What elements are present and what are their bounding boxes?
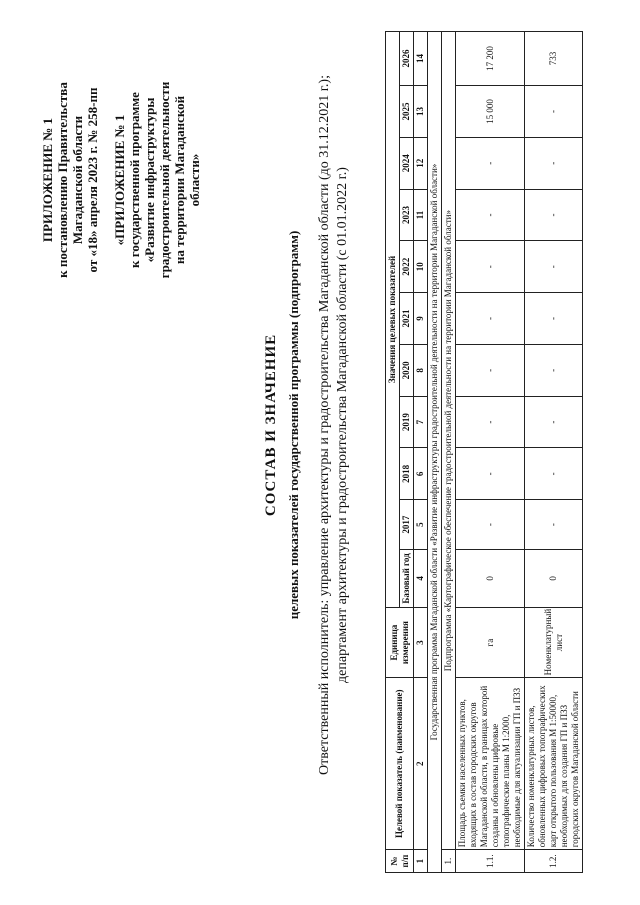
header-values-group: Значения целевых показателей xyxy=(386,32,400,608)
document-subtitle: целевых показателей государственной программы (подпрограмм) xyxy=(286,230,301,620)
header-year: 2021 xyxy=(400,293,414,345)
column-number: 7 xyxy=(414,396,428,448)
value-cell: - xyxy=(456,344,525,396)
value-cell: - xyxy=(456,241,525,293)
value-cell: - xyxy=(456,396,525,448)
appendix-text: к постановлению Правительства xyxy=(55,82,70,278)
header-year: 2022 xyxy=(400,241,414,293)
value-cell: - xyxy=(525,241,583,293)
column-number: 8 xyxy=(414,344,428,396)
column-number: 11 xyxy=(414,189,428,241)
column-number: 13 xyxy=(414,86,428,138)
indicator-name: Количество номенклатурных листов, обновленных цифровых топографических карт открытого пользования М 1:50000, необходимых для создания ГП и ПЗЗ городских округов Магаданской области xyxy=(525,678,583,850)
value-cell: - xyxy=(456,448,525,500)
value-cell: - xyxy=(525,396,583,448)
column-number: 3 xyxy=(414,607,428,677)
appendix-text: Магаданской области xyxy=(70,115,85,245)
header-year: 2025 xyxy=(400,86,414,138)
column-number: 14 xyxy=(414,32,428,86)
column-number-row xyxy=(414,32,428,873)
base-year-value: 0 xyxy=(525,549,583,607)
value-cell: - xyxy=(525,344,583,396)
value-cell: - xyxy=(456,293,525,345)
header-year: 2017 xyxy=(400,500,414,550)
indicators-table xyxy=(385,31,583,873)
header-num: № п/п xyxy=(386,850,414,873)
column-number: 10 xyxy=(414,241,428,293)
spacer xyxy=(100,55,112,305)
column-number: 4 xyxy=(414,549,428,607)
subprogram-row xyxy=(442,32,456,873)
appendix-heading: ПРИЛОЖЕНИЕ № 1 xyxy=(40,117,55,243)
appendix-heading: «ПРИЛОЖЕНИЕ № 1 xyxy=(112,114,127,246)
program-row xyxy=(428,32,442,873)
row-number: 1.2. xyxy=(525,850,583,873)
table-header-row xyxy=(386,32,400,873)
appendix-block xyxy=(40,55,202,305)
header-year: 2019 xyxy=(400,396,414,448)
column-number: 12 xyxy=(414,137,428,189)
appendix-text: к государственной программе xyxy=(127,92,142,268)
column-number: 9 xyxy=(414,293,428,345)
header-year: 2026 xyxy=(400,32,414,86)
value-cell: - xyxy=(456,189,525,241)
program-title: Государственная программа Магаданской области «Развитие инфраструктуры градостроительной деятельности на территории Магаданской области» xyxy=(428,32,442,873)
row-number: 1.1. xyxy=(456,850,525,873)
header-unit: Единица измерения xyxy=(386,607,414,677)
value-cell: - xyxy=(456,500,525,550)
value-cell: - xyxy=(525,189,583,241)
value-cell: - xyxy=(525,448,583,500)
header-year: 2020 xyxy=(400,344,414,396)
column-number: 5 xyxy=(414,500,428,550)
executor-line: Ответственный исполнитель: управление архитектуры и градостроительства Магаданской области (до 31.12.2021 г.); xyxy=(317,75,332,775)
document-title: СОСТАВ И ЗНАЧЕНИЕ xyxy=(263,333,279,517)
appendix-text: области» xyxy=(187,153,202,207)
indicator-name: Площадь съемки населенных пунктов, входящих в состав городских округов Магаданской области, в границах которой созданы и обновлены цифровые топографические планы М 1:2000, необходимые для актуализации ГП и ПЗЗ xyxy=(456,678,525,850)
header-year: 2018 xyxy=(400,448,414,500)
base-year-value: 0 xyxy=(456,549,525,607)
value-cell: - xyxy=(525,293,583,345)
column-number: 6 xyxy=(414,448,428,500)
column-number: 2 xyxy=(414,678,428,850)
subprogram-title: Подпрограмма «Картографическое обеспечение градостроительной деятельности на территории Магаданской области» xyxy=(442,32,456,850)
table-row xyxy=(456,32,525,873)
header-year: 2023 xyxy=(400,189,414,241)
title-block xyxy=(262,75,352,775)
header-indicator: Целевой показатель (наименование) xyxy=(386,678,414,850)
header-base-year: Базовый год xyxy=(400,549,414,607)
table-row xyxy=(525,32,583,873)
value-cell: 15 000 xyxy=(456,86,525,138)
unit-cell: Номенклатурный лист xyxy=(525,607,583,677)
value-cell: 17 200 xyxy=(456,32,525,86)
value-cell: - xyxy=(456,137,525,189)
header-year: 2024 xyxy=(400,137,414,189)
appendix-date: от «18» апреля 2023 г. № 258-пп xyxy=(85,87,100,273)
value-cell: - xyxy=(525,86,583,138)
subprogram-number: 1. xyxy=(442,850,456,873)
unit-cell: га xyxy=(456,607,525,677)
value-cell: - xyxy=(525,500,583,550)
column-number: 1 xyxy=(414,850,428,873)
appendix-text: градостроительной деятельности xyxy=(157,81,172,279)
appendix-text: на территории Магаданской xyxy=(172,95,187,265)
value-cell: - xyxy=(525,137,583,189)
appendix-text: «Развитие инфраструктуры xyxy=(142,97,157,263)
executor-line: департамент архитектуры и градостроительства Магаданской области (с 01.01.2022 г.) xyxy=(335,167,350,683)
value-cell: 733 xyxy=(525,32,583,86)
